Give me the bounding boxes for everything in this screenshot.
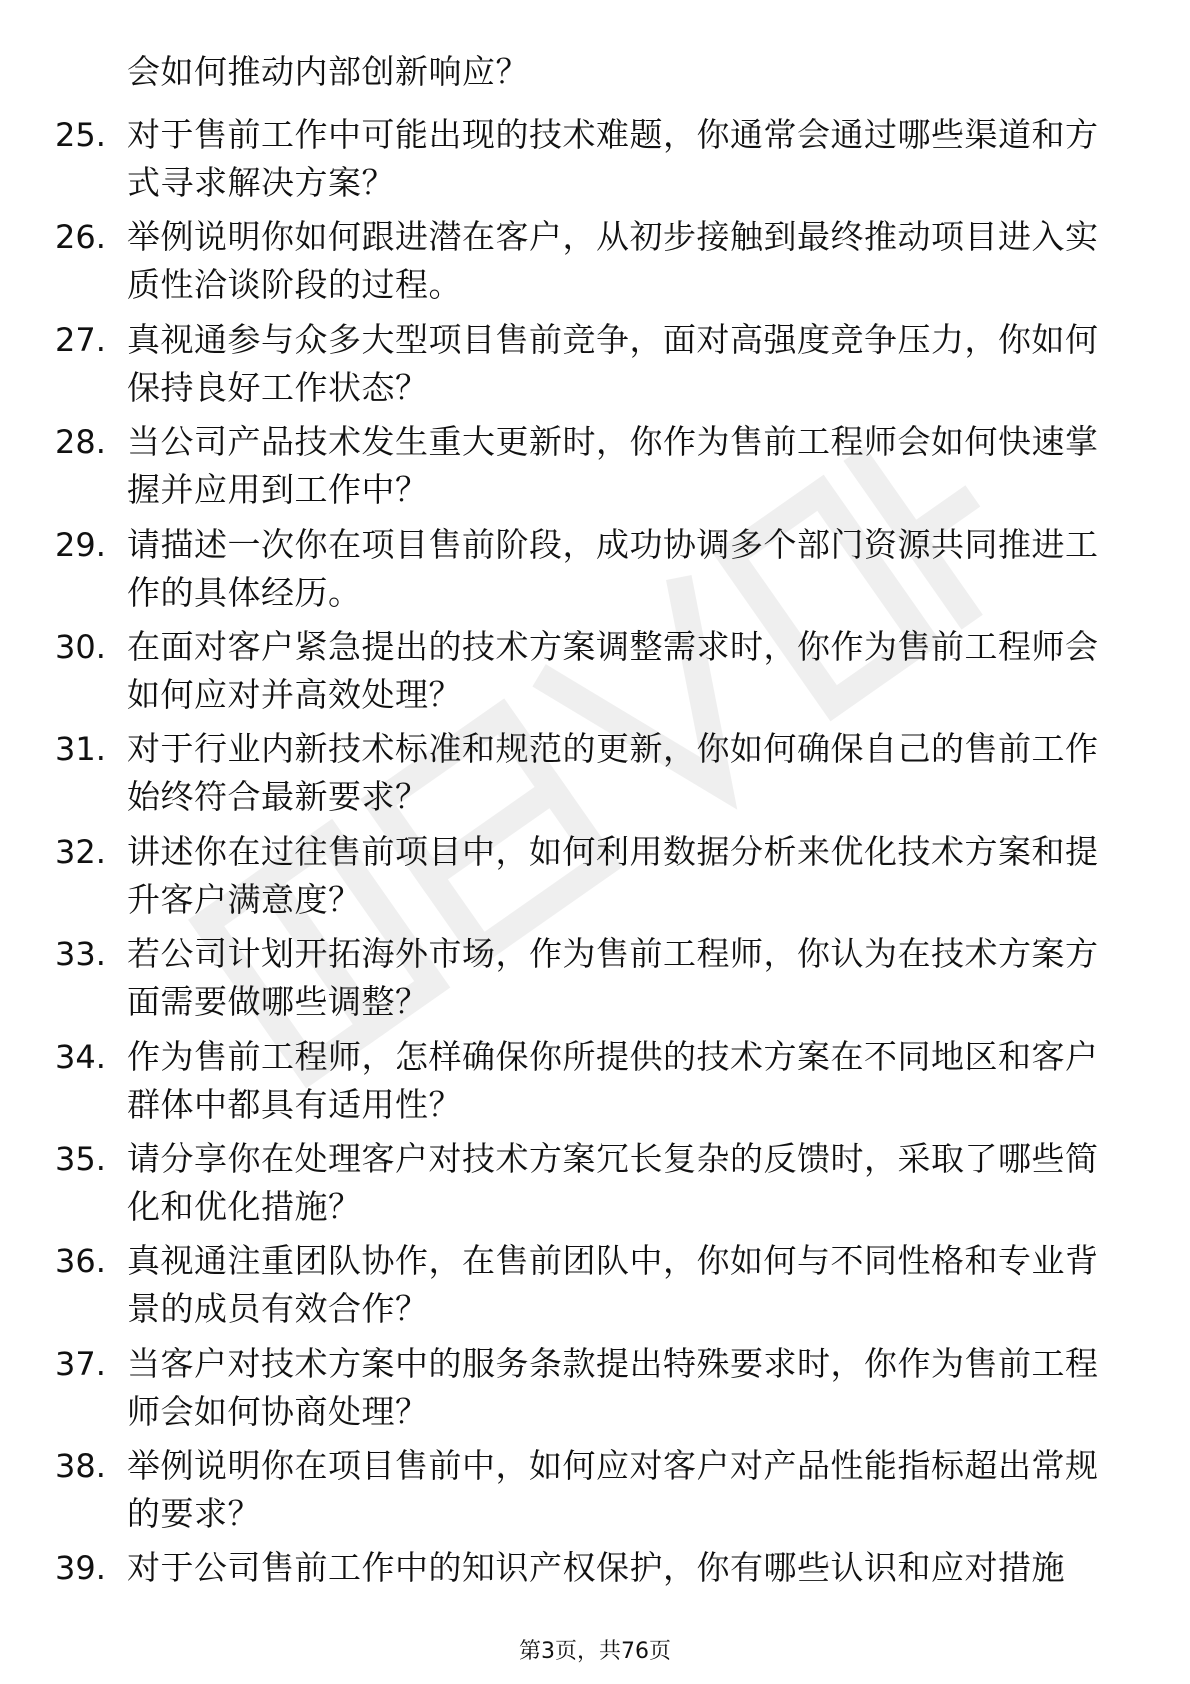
question-number: 28. — [55, 423, 106, 462]
question-number: 26. — [55, 218, 106, 257]
question-number: 33. — [55, 935, 106, 974]
question-list — [0, 111, 1190, 1647]
list-item — [0, 521, 1190, 623]
list-item — [0, 1544, 1190, 1646]
list-item — [0, 418, 1190, 520]
question-number: 36. — [55, 1242, 106, 1281]
question-text: 当客户对技术方案中的服务条款提出特殊要求时，你作为售前工程师会如何协商处理？ — [127, 1343, 1099, 1431]
question-text: 对于公司售前工作中的知识产权保护，你有哪些认识和应对措施 — [127, 1548, 1065, 1588]
question-number: 31. — [55, 730, 106, 769]
question-text: 请描述一次你在项目售前阶段，成功协调多个部门资源共同推进工作的具体经历。 — [127, 524, 1099, 612]
list-item — [0, 213, 1190, 315]
question-text: 举例说明你在项目售前中，如何应对客户对产品性能指标超出常规的要求？ — [127, 1446, 1099, 1534]
question-number: 29. — [55, 525, 106, 564]
list-item — [0, 1340, 1190, 1442]
list-item — [0, 1033, 1190, 1135]
question-text: 举例说明你如何跟进潜在客户，从初步接触到最终推动项目进入实质性洽谈阶段的过程。 — [127, 217, 1099, 305]
page-number: 第3页，共76页 — [519, 1639, 671, 1664]
question-text: 真视通参与众多大型项目售前竞争，面对高强度竞争压力，你如何保持良好工作状态？ — [127, 319, 1099, 407]
question-text: 真视通注重团队协作，在售前团队中，你如何与不同性格和专业背景的成员有效合作？ — [127, 1241, 1099, 1329]
question-text: 讲述你在过往售前项目中，如何利用数据分析来优化技术方案和提升客户满意度？ — [127, 831, 1099, 919]
list-item — [0, 1135, 1190, 1237]
question-text: 当公司产品技术发生重大更新时，你作为售前工程师会如何快速掌握并应用到工作中？ — [127, 422, 1099, 510]
list-item — [0, 828, 1190, 930]
list-item — [0, 930, 1190, 1032]
list-item — [0, 316, 1190, 418]
list-item — [0, 1442, 1190, 1544]
question-number: 38. — [55, 1447, 106, 1486]
question-number: 27. — [55, 320, 106, 359]
question-text: 对于售前工作中可能出现的技术难题，你通常会通过哪些渠道和方式寻求解决方案？ — [127, 115, 1099, 202]
list-item — [0, 725, 1190, 827]
question-text: 在面对客户紧急提出的技术方案调整需求时，你作为售前工程师会如何应对并高效处理？ — [127, 626, 1099, 714]
list-item — [0, 1237, 1190, 1339]
continued-question-text: 会如何推动内部创新响应？ — [127, 52, 529, 91]
question-number: 25. — [55, 116, 106, 154]
question-number: 39. — [55, 1549, 106, 1588]
question-number: 35. — [55, 1139, 106, 1178]
question-text: 请分享你在处理客户对技术方案冗长复杂的反馈时，采取了哪些简化和优化措施？ — [127, 1138, 1099, 1226]
question-number: 32. — [55, 832, 106, 871]
list-item — [0, 623, 1190, 725]
question-text: 作为售前工程师，怎样确保你所提供的技术方案在不同地区和客户群体中都具有适用性？ — [127, 1036, 1099, 1124]
list-item — [0, 111, 1190, 213]
question-number: 30. — [55, 627, 106, 666]
question-text: 若公司计划开拓海外市场，作为售前工程师，你认为在技术方案方面需要做哪些调整？ — [127, 934, 1099, 1022]
question-number: 37. — [55, 1344, 106, 1383]
question-number: 34. — [55, 1037, 106, 1076]
question-text: 对于行业内新技术标准和规范的更新，你如何确保自己的售前工作始终符合最新要求？ — [127, 729, 1099, 817]
